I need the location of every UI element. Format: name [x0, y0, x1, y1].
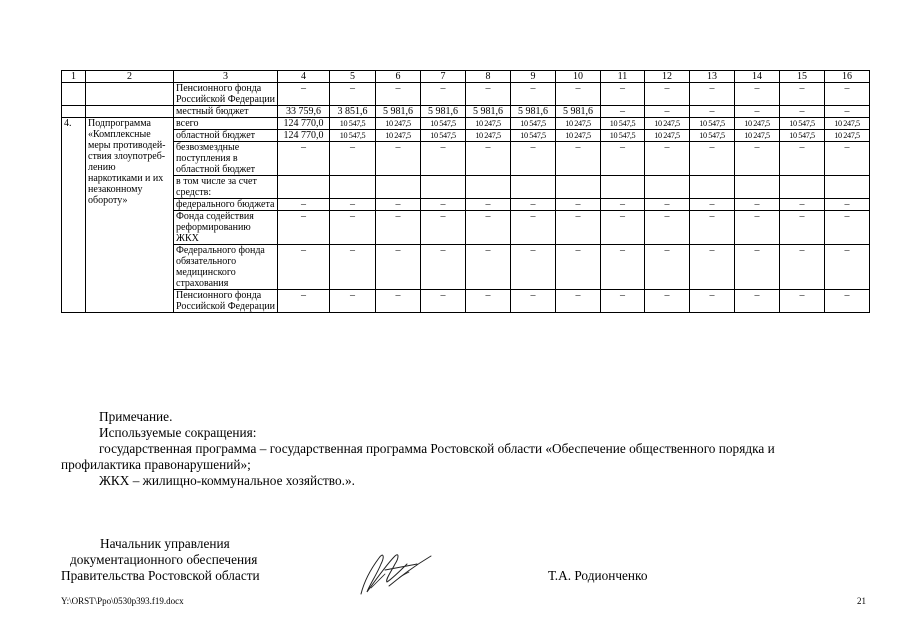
value-cell: 10 547,5: [601, 118, 645, 130]
subprogram-name: Подпрограмма «Комплексные меры противодей-ствия злоупотреб-лению наркотиками и их незаконному обороту»: [86, 118, 174, 313]
funding-source: Федерального фонда обязательного медицинского страхования: [174, 245, 278, 290]
funding-source: безвозмездные поступления в областной бюджет: [174, 142, 278, 176]
value-cell: 10 547,5: [690, 130, 735, 142]
value-cell: –: [645, 106, 690, 118]
value-cell: 10 247,5: [735, 118, 780, 130]
table-row: [62, 106, 870, 118]
dash-cell: –: [690, 199, 735, 211]
dash-cell: –: [645, 245, 690, 290]
dash-cell: –: [556, 199, 601, 211]
dash-cell: –: [601, 290, 645, 313]
dash-cell: –: [511, 199, 556, 211]
dash-cell: –: [825, 211, 870, 245]
column-number: 1: [62, 71, 86, 83]
column-number: 2: [86, 71, 174, 83]
table-header-row: [62, 71, 870, 83]
budget-table: [61, 70, 870, 313]
dash-cell: –: [511, 142, 556, 176]
empty-cell: [376, 176, 421, 199]
dash-cell: –: [601, 83, 645, 106]
dash-cell: –: [376, 83, 421, 106]
dash-cell: –: [466, 211, 511, 245]
dash-cell: –: [278, 142, 330, 176]
dash-cell: –: [735, 211, 780, 245]
table-row: [62, 83, 870, 106]
value-cell: 10 547,5: [421, 118, 466, 130]
page-number: 21: [857, 596, 866, 606]
funding-source: Фонда содействия реформированию ЖКХ: [174, 211, 278, 245]
empty-cell: [62, 83, 86, 106]
value-cell: –: [601, 106, 645, 118]
value-cell: 10 547,5: [330, 118, 376, 130]
dash-cell: –: [601, 199, 645, 211]
dash-cell: –: [330, 83, 376, 106]
dash-cell: –: [780, 83, 825, 106]
empty-cell: [86, 106, 174, 118]
value-cell: 10 547,5: [511, 130, 556, 142]
dash-cell: –: [421, 142, 466, 176]
dash-cell: –: [376, 245, 421, 290]
note-line-1: государственная программа – государственная программа Ростовской области «Обеспечение общественного порядка и: [99, 441, 775, 456]
empty-cell: [601, 176, 645, 199]
table-row: [62, 199, 870, 211]
value-cell: 10 247,5: [376, 130, 421, 142]
handwritten-signature: [355, 548, 435, 600]
note-line-2: профилактика правонарушений»;: [61, 457, 251, 472]
column-number: 12: [645, 71, 690, 83]
signer-position-line-2: документационного обеспечения: [70, 552, 258, 567]
footer-file-path: Y:\ORST\Ppo\0530p393.f19.docx: [61, 596, 184, 606]
table-row: [62, 245, 870, 290]
dash-cell: –: [780, 211, 825, 245]
dash-cell: –: [330, 199, 376, 211]
dash-cell: –: [466, 83, 511, 106]
value-cell: 10 247,5: [466, 118, 511, 130]
dash-cell: –: [556, 142, 601, 176]
column-number: 3: [174, 71, 278, 83]
dash-cell: –: [466, 245, 511, 290]
dash-cell: –: [645, 199, 690, 211]
dash-cell: –: [376, 199, 421, 211]
dash-cell: –: [780, 199, 825, 211]
table-row: [62, 290, 870, 313]
empty-cell: [86, 83, 174, 106]
value-cell: 10 547,5: [330, 130, 376, 142]
empty-cell: [780, 176, 825, 199]
value-cell: 10 547,5: [780, 118, 825, 130]
value-cell: 5 981,6: [556, 106, 601, 118]
dash-cell: –: [511, 211, 556, 245]
value-cell: 5 981,6: [511, 106, 556, 118]
empty-cell: [645, 176, 690, 199]
dash-cell: –: [825, 290, 870, 313]
dash-cell: –: [690, 245, 735, 290]
funding-source: Пенсионного фонда Российской Федерации: [174, 83, 278, 106]
empty-cell: [690, 176, 735, 199]
table-row: [62, 142, 870, 176]
dash-cell: –: [601, 142, 645, 176]
dash-cell: –: [601, 245, 645, 290]
value-cell: 10 247,5: [466, 130, 511, 142]
dash-cell: –: [690, 83, 735, 106]
empty-cell: [556, 176, 601, 199]
value-cell: 10 247,5: [825, 118, 870, 130]
table-row: [62, 211, 870, 245]
dash-cell: –: [556, 211, 601, 245]
dash-cell: –: [690, 290, 735, 313]
value-cell: 10 247,5: [556, 118, 601, 130]
column-number: 15: [780, 71, 825, 83]
table-row: [62, 176, 870, 199]
dash-cell: –: [735, 142, 780, 176]
value-cell: 5 981,6: [421, 106, 466, 118]
dash-cell: –: [278, 83, 330, 106]
dash-cell: –: [421, 290, 466, 313]
dash-cell: –: [278, 199, 330, 211]
dash-cell: –: [421, 199, 466, 211]
value-cell: 5 981,6: [466, 106, 511, 118]
value-cell: –: [735, 106, 780, 118]
value-cell: 10 247,5: [556, 130, 601, 142]
empty-cell: [735, 176, 780, 199]
dash-cell: –: [421, 211, 466, 245]
signer-position-line-3: Правительства Ростовской области: [61, 568, 260, 583]
dash-cell: –: [330, 245, 376, 290]
table-row: [62, 118, 870, 130]
funding-source: всего: [174, 118, 278, 130]
value-cell: –: [780, 106, 825, 118]
dash-cell: –: [421, 83, 466, 106]
dash-cell: –: [330, 290, 376, 313]
dash-cell: –: [330, 142, 376, 176]
column-number: 6: [376, 71, 421, 83]
funding-source: в том числе за счет средств:: [174, 176, 278, 199]
subprogram-number: 4.: [62, 118, 86, 313]
note-title: Примечание.: [99, 409, 173, 424]
value-cell: 33 759,6: [278, 106, 330, 118]
dash-cell: –: [376, 290, 421, 313]
dash-cell: –: [735, 83, 780, 106]
column-number: 14: [735, 71, 780, 83]
value-cell: 10 547,5: [601, 130, 645, 142]
value-cell: 10 247,5: [825, 130, 870, 142]
value-cell: 10 547,5: [780, 130, 825, 142]
column-number: 10: [556, 71, 601, 83]
value-cell: 10 247,5: [645, 118, 690, 130]
dash-cell: –: [556, 290, 601, 313]
column-number: 13: [690, 71, 735, 83]
column-number: 7: [421, 71, 466, 83]
column-number: 4: [278, 71, 330, 83]
signer-name: Т.А. Родионченко: [548, 568, 648, 583]
column-number: 8: [466, 71, 511, 83]
value-cell: 10 247,5: [376, 118, 421, 130]
dash-cell: –: [466, 290, 511, 313]
dash-cell: –: [645, 211, 690, 245]
dash-cell: –: [421, 245, 466, 290]
dash-cell: –: [645, 83, 690, 106]
dash-cell: –: [466, 142, 511, 176]
value-cell: 10 547,5: [690, 118, 735, 130]
funding-source: Пенсионного фонда Российской Федерации: [174, 290, 278, 313]
dash-cell: –: [735, 245, 780, 290]
value-cell: 124 770,0: [278, 118, 330, 130]
dash-cell: –: [825, 83, 870, 106]
note-abbreviations-title: Используемые сокращения:: [99, 425, 257, 440]
dash-cell: –: [825, 199, 870, 211]
table-row: [62, 130, 870, 142]
value-cell: 10 547,5: [511, 118, 556, 130]
value-cell: 10 247,5: [645, 130, 690, 142]
dash-cell: –: [511, 290, 556, 313]
dash-cell: –: [735, 290, 780, 313]
empty-cell: [421, 176, 466, 199]
empty-cell: [278, 176, 330, 199]
dash-cell: –: [825, 245, 870, 290]
funding-source: областной бюджет: [174, 130, 278, 142]
value-cell: 10 247,5: [735, 130, 780, 142]
dash-cell: –: [376, 142, 421, 176]
note-line-3: ЖКХ – жилищно-коммунальное хозяйство.».: [99, 473, 355, 488]
value-cell: 3 851,6: [330, 106, 376, 118]
empty-cell: [330, 176, 376, 199]
value-cell: –: [825, 106, 870, 118]
column-number: 5: [330, 71, 376, 83]
dash-cell: –: [278, 211, 330, 245]
empty-cell: [825, 176, 870, 199]
column-number: 16: [825, 71, 870, 83]
value-cell: 10 547,5: [421, 130, 466, 142]
column-number: 9: [511, 71, 556, 83]
dash-cell: –: [556, 245, 601, 290]
dash-cell: –: [645, 142, 690, 176]
value-cell: –: [690, 106, 735, 118]
dash-cell: –: [601, 211, 645, 245]
dash-cell: –: [376, 211, 421, 245]
funding-source: местный бюджет: [174, 106, 278, 118]
empty-cell: [511, 176, 556, 199]
dash-cell: –: [278, 245, 330, 290]
dash-cell: –: [780, 290, 825, 313]
dash-cell: –: [511, 245, 556, 290]
value-cell: 5 981,6: [376, 106, 421, 118]
dash-cell: –: [511, 83, 556, 106]
dash-cell: –: [690, 211, 735, 245]
dash-cell: –: [278, 290, 330, 313]
empty-cell: [62, 106, 86, 118]
dash-cell: –: [780, 245, 825, 290]
dash-cell: –: [780, 142, 825, 176]
dash-cell: –: [466, 199, 511, 211]
dash-cell: –: [645, 290, 690, 313]
value-cell: 124 770,0: [278, 130, 330, 142]
column-number: 11: [601, 71, 645, 83]
dash-cell: –: [690, 142, 735, 176]
dash-cell: –: [825, 142, 870, 176]
signer-position-line-1: Начальник управления: [100, 536, 230, 551]
dash-cell: –: [735, 199, 780, 211]
empty-cell: [466, 176, 511, 199]
dash-cell: –: [556, 83, 601, 106]
dash-cell: –: [330, 211, 376, 245]
funding-source: федерального бюджета: [174, 199, 278, 211]
